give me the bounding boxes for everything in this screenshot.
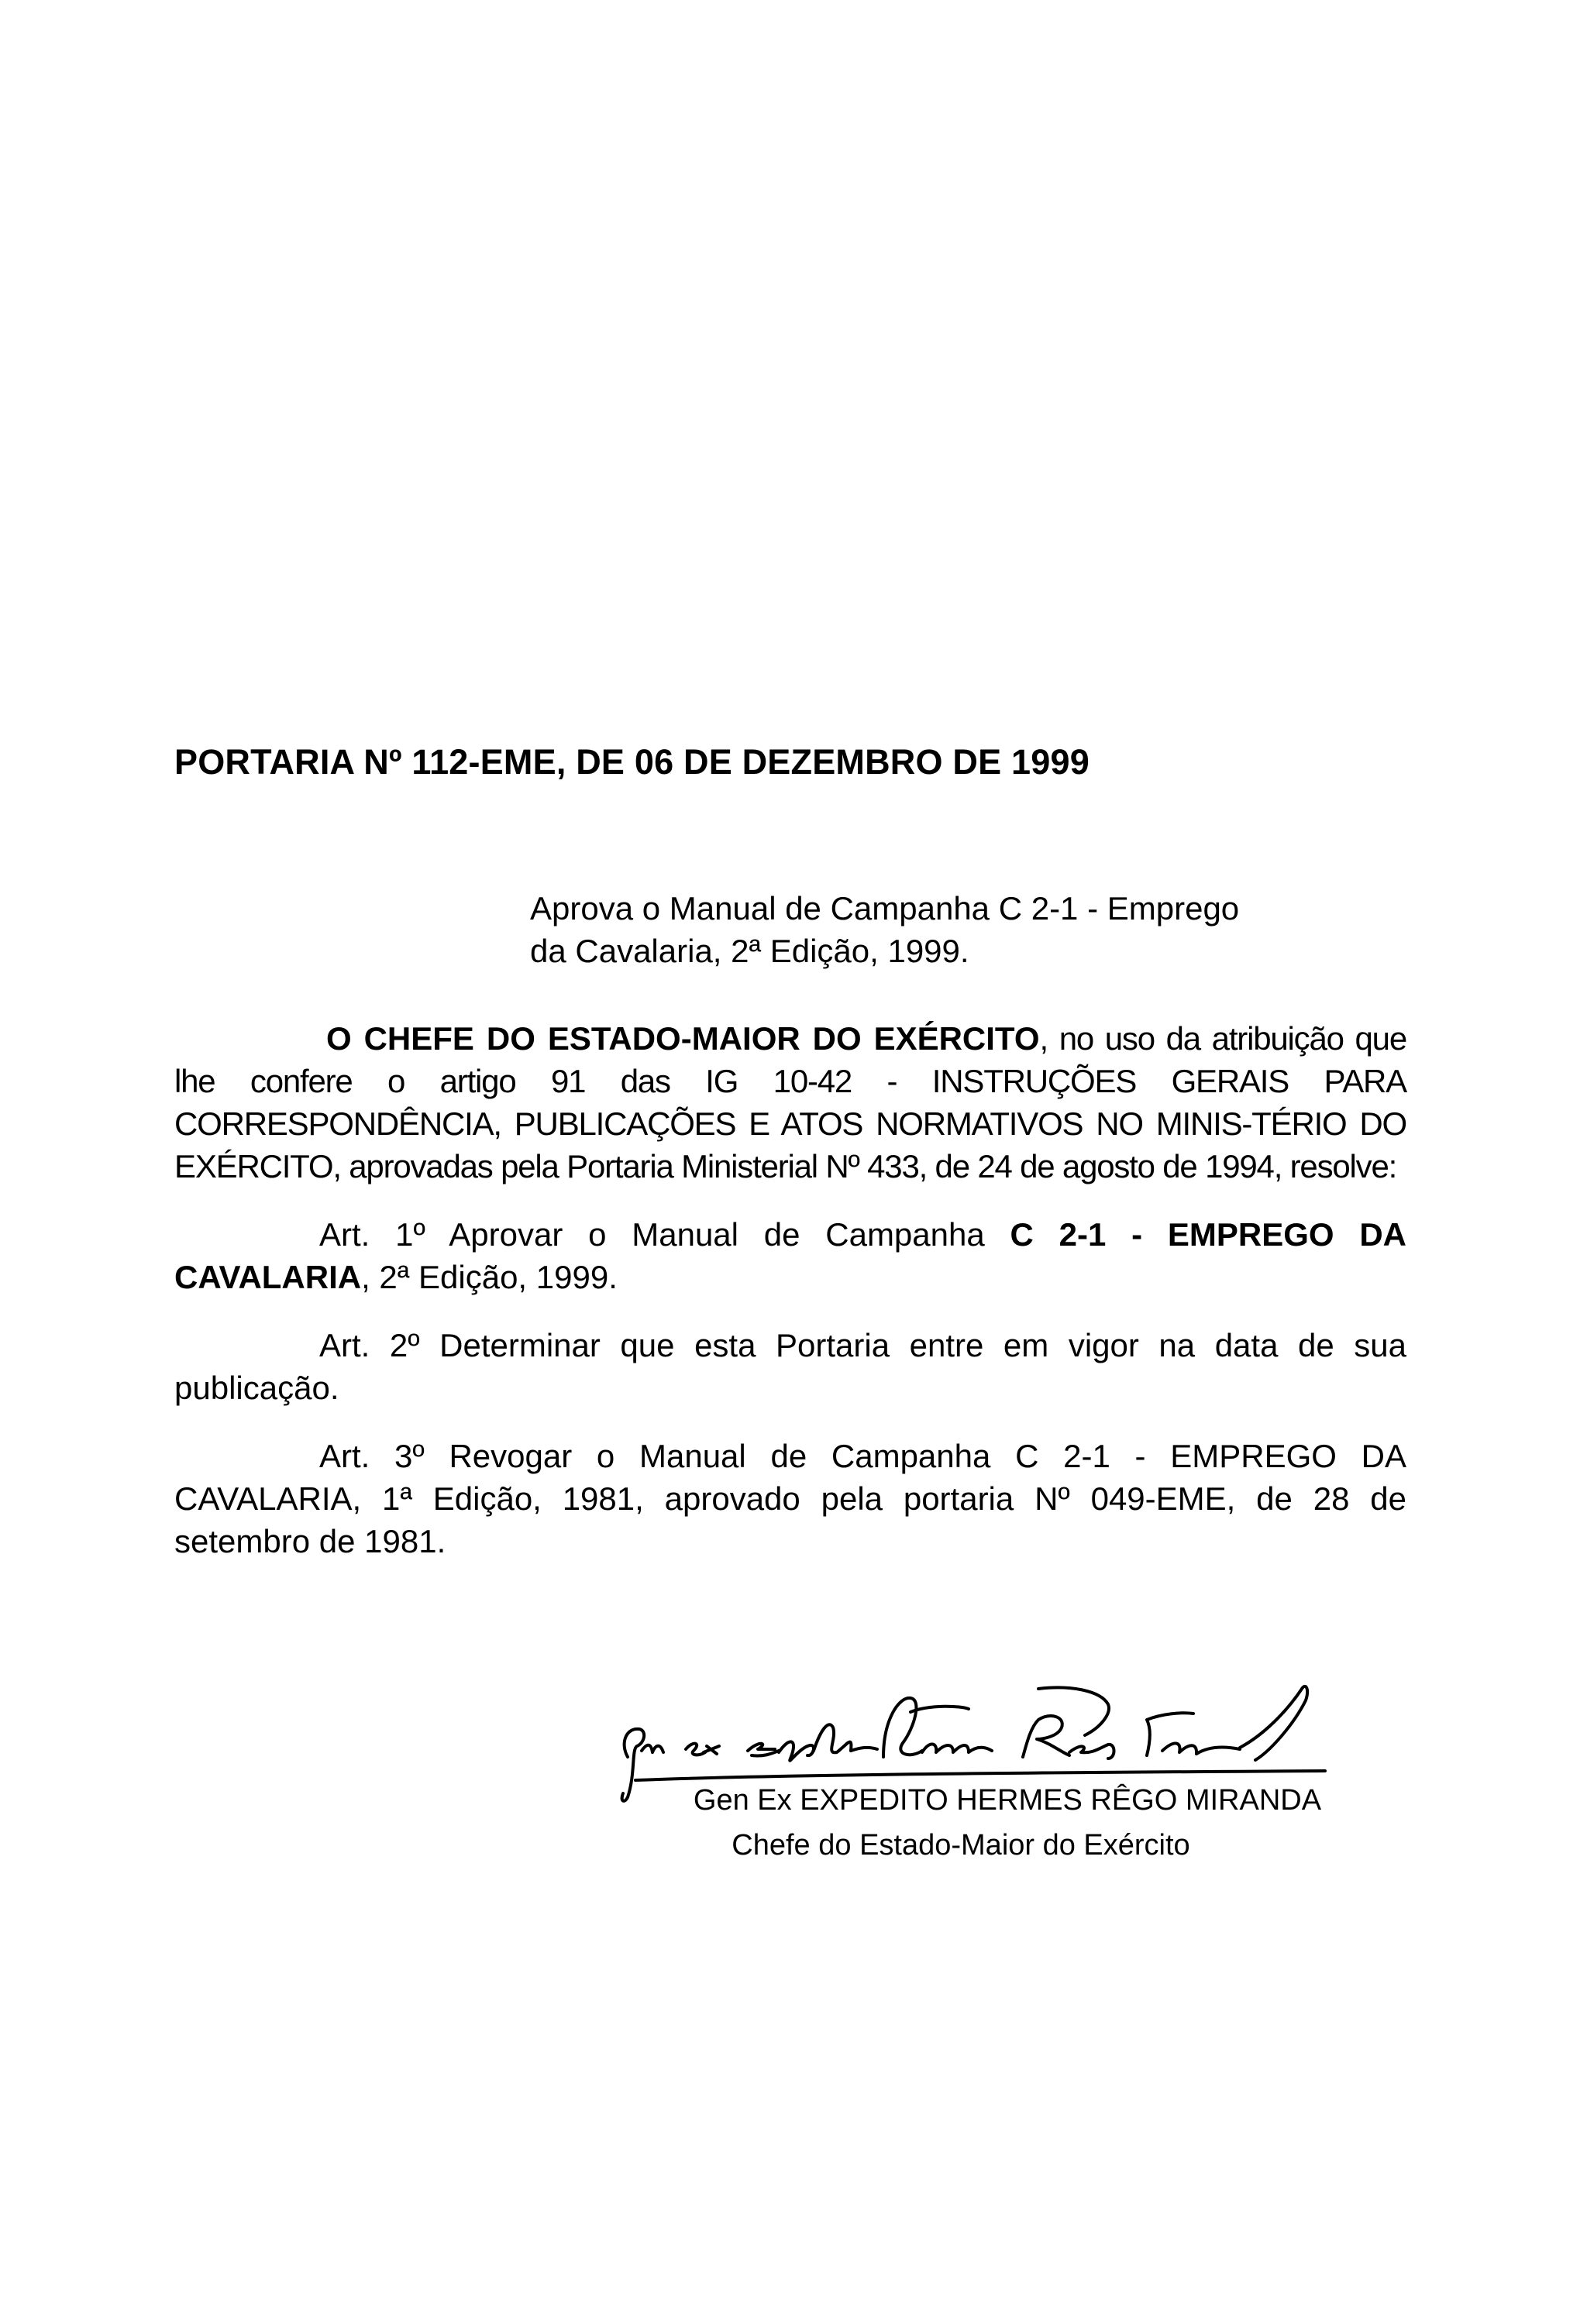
article-1 [174,1213,1406,1298]
ementa-line-1: Aprova o Manual de Campanha C 2-1 - Emprego [530,890,1240,927]
document-body [174,1017,1406,1588]
signer-name: Gen Ex EXPEDITO HERMES RÊGO MIRANDA [693,1784,1322,1817]
signer-role: Chefe do Estado-Maior do Exército [732,1829,1190,1862]
document-title: PORTARIA Nº 112-EME, DE 06 DE DEZEMBRO DE 1999 [174,742,1090,782]
article-1-prefix: Art. 1º Aprovar o Manual de Campanha [319,1216,1010,1253]
preamble-text: , no uso da atribuição que lhe confere o artigo 91 das IG 10-42 - INSTRUÇÕES GERAIS PARA CORRESPONDÊNCIA, PUBLICAÇÕES E ATOS NORMATIVOS NO MINIS-TÉRIO DO EXÉRCITO, aprovadas pela Portaria Ministerial Nº 433, de 24 de agosto de 1994, resolve: [174,1020,1407,1184]
article-3: Art. 3º Revogar o Manual de Campanha C 2-1 - EMPREGO DA CAVALARIA, 1ª Edição, 1981, aprovado pela portaria Nº 049-EME, de 28 de setembro de 1981. [174,1438,1406,1559]
preamble-authority: O CHEFE DO ESTADO-MAIOR DO EXÉRCITO [326,1020,1040,1057]
article-2: Art. 2º Determinar que esta Portaria entre em vigor na data de sua publicação. [174,1327,1406,1406]
preamble-paragraph [174,1017,1406,1188]
article-1-manual-title: C 2-1 - EMPREGO DA CAVALARIA [174,1216,1406,1295]
signature-block [604,1666,1410,1890]
ementa [530,887,1406,972]
ementa-line-2: da Cavalaria, 2ª Edição, 1999. [530,933,969,969]
article-1-suffix: , 2ª Edição, 1999. [361,1259,618,1295]
